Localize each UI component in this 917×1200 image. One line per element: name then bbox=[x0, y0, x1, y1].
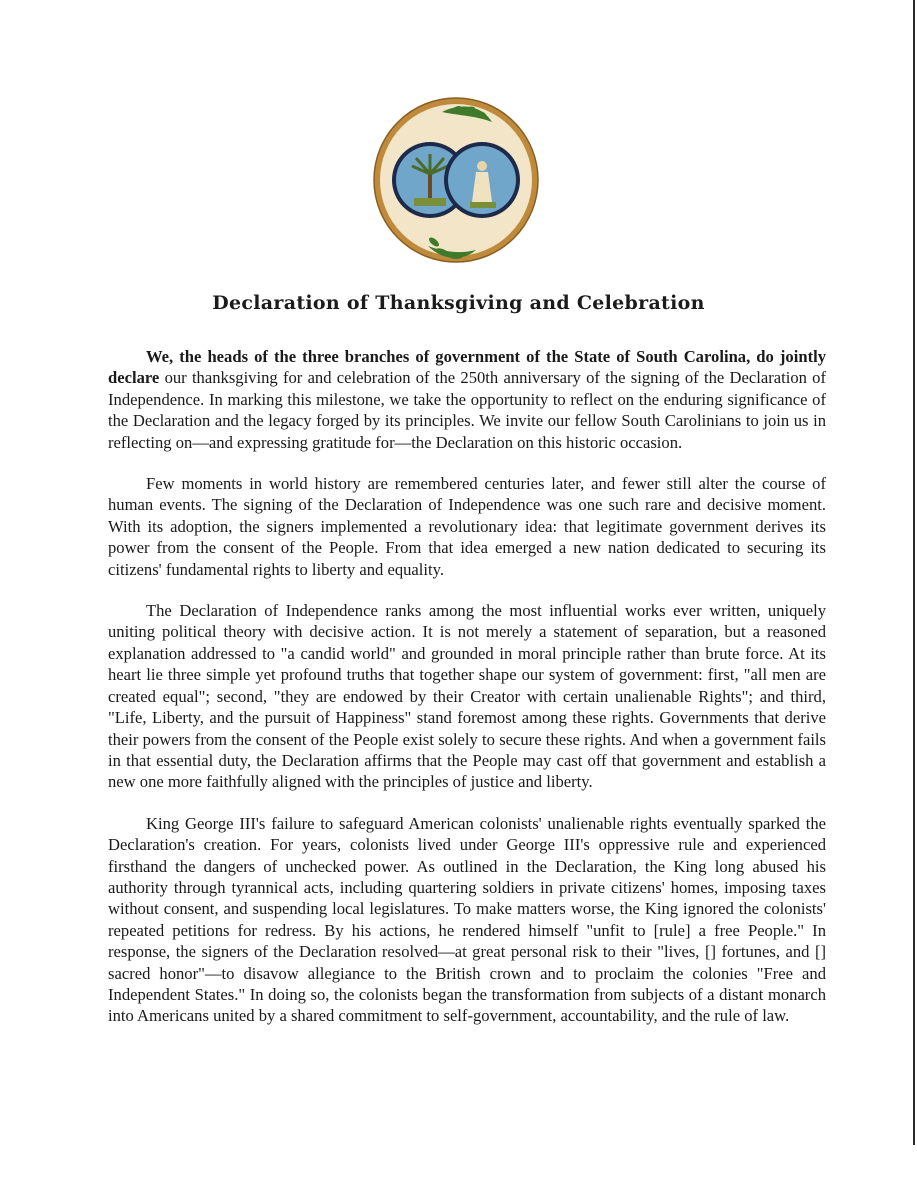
state-seal bbox=[372, 96, 540, 264]
paragraph-4: King George III's failure to safeguard American colonists' unalienable rights eventually sparked the Declaration's creation. For years, colonists lived under George III's oppressive rule and experienced firsthand the dangers of unchecked power. As outlined in the Declaration, the King long abused his authority through tyrannical acts, including quartering soldiers in private citizens' homes, imposing taxes without consent, and suspending local legislatures. To make matters worse, the King ignored the colonists' repeated petitions for redress. By his actions, he rendered himself "unfit to [rule] a free People." In response, the signers of the Declaration resolved—at great personal risk to their "lives, [] fortunes, and [] sacred honor"—to disavow allegiance to the British crown and to proclaim the colonies "Free and Independent States." In doing so, the colonists began the transformation from subjects of a distant monarch into Americans united by a shared commitment to self-government, accountability, and the rule of law. bbox=[108, 813, 826, 1026]
document-title: Declaration of Thanksgiving and Celebration bbox=[212, 292, 705, 314]
paragraph-2: Few moments in world history are remembered centuries later, and fewer still alter the course of human events. The signing of the Declaration of Independence was one such rare and decisive moment. With its adoption, the signers implemented a revolutionary idea: that legitimate government derives its power from the consent of the People. From that idea emerged a new nation dedicated to securing its citizens' fundamental rights to liberty and equality. bbox=[108, 474, 826, 579]
paragraph-3: The Declaration of Independence ranks among the most influential works ever written, uniquely uniting political theory with decisive action. It is not merely a statement of separation, but a reasoned explanation addressed to "a candid world" and grounded in moral principle rather than brute force. At its heart lie three simple yet profound truths that together shape our system of government: first, "all men are created equal"; second, "they are endowed by their Creator with certain unalienable Rights"; and third, "Life, Liberty, and the pursuit of Happiness" stand foremost among these rights. Governments that derive their powers from the consent of the People exist solely to secure these rights. And when a government fails in that essential duty, the Declaration affirms that the People may cast off that government and establish a new one more faithfully aligned with the principles of justice and liberty. bbox=[108, 601, 826, 792]
paragraph-1-lead: We, the heads of the three branches of government of the State of South Carolina, do jointly declare bbox=[108, 347, 826, 388]
seal-graphic bbox=[372, 96, 540, 264]
paragraph-1-text: our thanksgiving for and celebration of the 250th anniversary of the signing of the Declaration of Independence. In marking this milestone, we take the opportunity to reflect on the enduring significance of the Declaration and the legacy forged by its principles. We invite our fellow South Carolinians to join us in reflecting on—and expressing gratitude for—the Declaration on this historic occasion. bbox=[108, 368, 826, 452]
scan-edge-line bbox=[913, 0, 915, 1145]
paragraph-1 bbox=[108, 346, 826, 453]
document-body bbox=[108, 346, 826, 1047]
